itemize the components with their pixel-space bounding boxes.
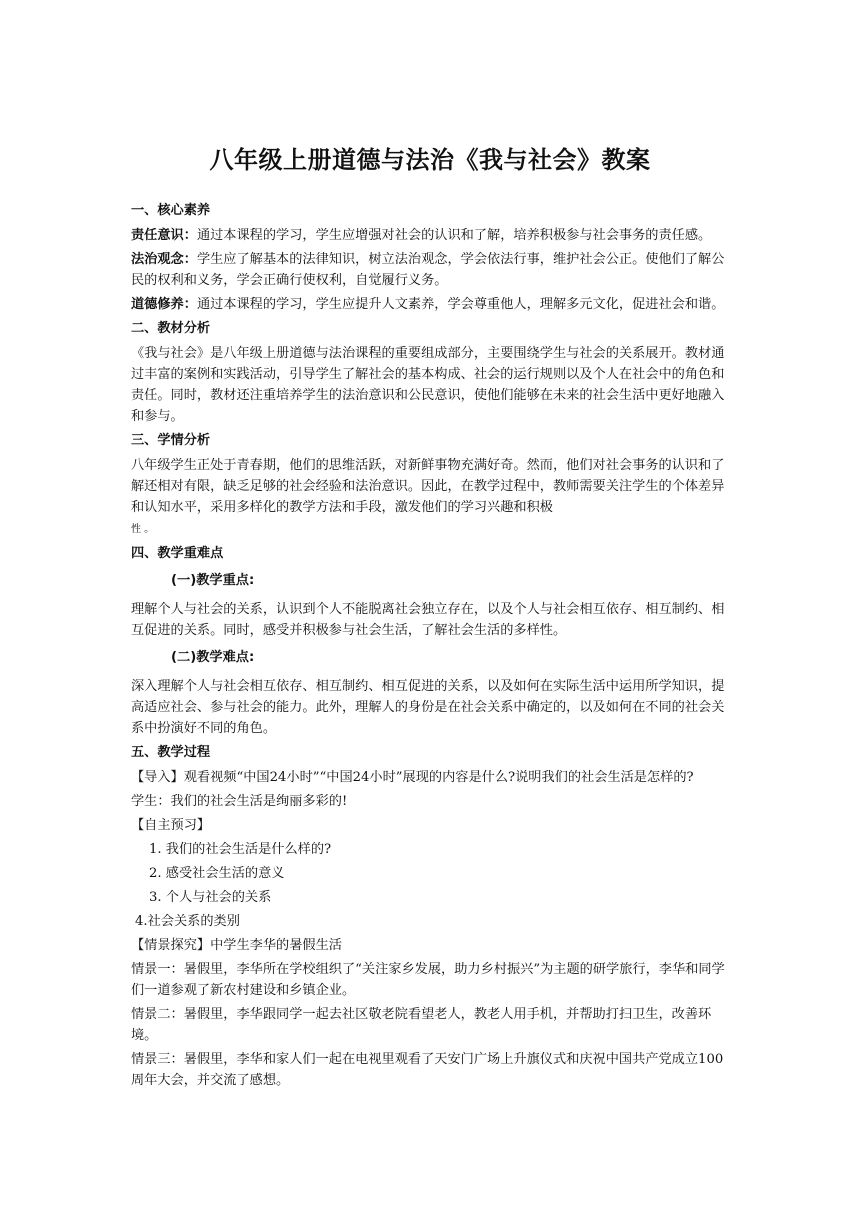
section-heading-key-difficult-points: 四、教学重难点 bbox=[131, 546, 224, 561]
text-responsibility: 通过本课程的学习，学生应增强对社会的认识和了解，培养积极参与社会事务的责任感。 bbox=[196, 228, 712, 243]
section-heading-textbook-analysis: 二、教材分析 bbox=[131, 321, 211, 336]
label-morality: 道德修养： bbox=[131, 297, 197, 312]
subheading-difficult-points: (二)教学难点: bbox=[171, 650, 255, 665]
paragraph-student-analysis bbox=[131, 455, 731, 540]
section-heading-teaching-process: 五、教学过程 bbox=[131, 745, 211, 760]
text-student-analysis: 八年级学生正处于青春期，他们的思维活跃，对新鲜事物充满好奇。然而，他们对社会事务的认识和了解还相对有限，缺乏足够的社会经验和法治意识。因此，在教学过程中，教师需要关注学生的个体差异和认知水平，采用多样化的教学方法和手段，激发他们的学习兴趣和积极 bbox=[131, 458, 725, 515]
list-item: 3. 个人与社会的关系 bbox=[149, 890, 272, 905]
paragraph-scene-3: 情景三：暑假里，李华和家人们一起在电视里观看了天安门广场上升旗仪式和庆祝中国共产党成立100周年大会，并交流了感想。 bbox=[131, 1052, 724, 1088]
document-body bbox=[131, 200, 731, 1094]
paragraph-difficult-points: 深入理解个人与社会相互依存、相互制约、相互促进的关系，以及如何在实际生活中运用所学知识，提高适应社会、参与社会的能力。此外，理解人的身份是在社会关系中确定的，以及如何在不同的社会关系中扮演好不同的角色。 bbox=[131, 679, 725, 736]
paragraph-rule-of-law bbox=[131, 249, 731, 291]
scene-exploration-title: 【情景探究】中学生李华的暑假生活 bbox=[131, 938, 342, 953]
label-self-preview: 【自主预习】 bbox=[131, 818, 211, 833]
list-item: 1. 我们的社会生活是什么样的? bbox=[149, 842, 332, 857]
section-heading-core-literacy: 一、核心素养 bbox=[131, 203, 211, 218]
paragraph-morality bbox=[131, 294, 731, 315]
document-title: 八年级上册道德与法治《我与社会》教案 bbox=[209, 146, 651, 174]
paragraph-textbook-analysis: 《我与社会》是八年级上册道德与法治课程的重要组成部分，主要围绕学生与社会的关系展开。教材通过丰富的案例和实践活动，引导学生了解社会的基本构成、社会的运行规则以及个人在社会中的角色和责任。同时，教材还注重培养学生的法治意识和公民意识，使他们能够在未来的社会生活中更好地融入和参与。 bbox=[131, 346, 725, 424]
text-morality: 通过本课程的学习，学生应提升人文素养，学会尊重他人，理解多元文化，促进社会和谐。 bbox=[196, 297, 725, 312]
paragraph-key-points: 理解个人与社会的关系，认识到个人不能脱离社会独立存在，以及个人与社会相互依存、相互制约、相互促进的关系。同时，感受并积极参与社会生活，了解社会生活的多样性。 bbox=[131, 602, 725, 638]
paragraph-scene-2: 情景二：暑假里，李华跟同学一起去社区敬老院看望老人，教老人用手机，并帮助打扫卫生，改善环境。 bbox=[131, 1007, 712, 1043]
text-student-analysis-tail: 性 。 bbox=[131, 524, 155, 535]
label-rule-of-law: 法治观念： bbox=[131, 252, 197, 267]
paragraph-student-answer: 学生：我们的社会生活是绚丽多彩的! bbox=[131, 794, 348, 809]
list-item: 2. 感受社会生活的意义 bbox=[149, 866, 285, 881]
section-heading-student-analysis: 三、学情分析 bbox=[131, 433, 211, 448]
preview-list bbox=[131, 839, 731, 932]
label-responsibility: 责任意识： bbox=[131, 228, 197, 243]
paragraph-responsibility bbox=[131, 225, 731, 246]
list-item: 4.社会关系的类别 bbox=[135, 914, 240, 929]
text-rule-of-law: 学生应了解基本的法律知识，树立法治观念，学会依法行事，维护社会公正。使他们了解公民的权利和义务，学会正确行使权利，自觉履行义务。 bbox=[131, 252, 725, 288]
subheading-key-points: (一)教学重点: bbox=[171, 573, 255, 588]
paragraph-intro: 【导入】观看视频“中国24小时”“中国24小时”展现的内容是什么?说明我们的社会生活是怎样的? bbox=[131, 770, 694, 785]
paragraph-scene-1: 情景一：暑假里，李华所在学校组织了“关注家乡发展，助力乡村振兴”为主题的研学旅行，李华和同学们一道参观了新农村建设和乡镇企业。 bbox=[131, 962, 725, 998]
